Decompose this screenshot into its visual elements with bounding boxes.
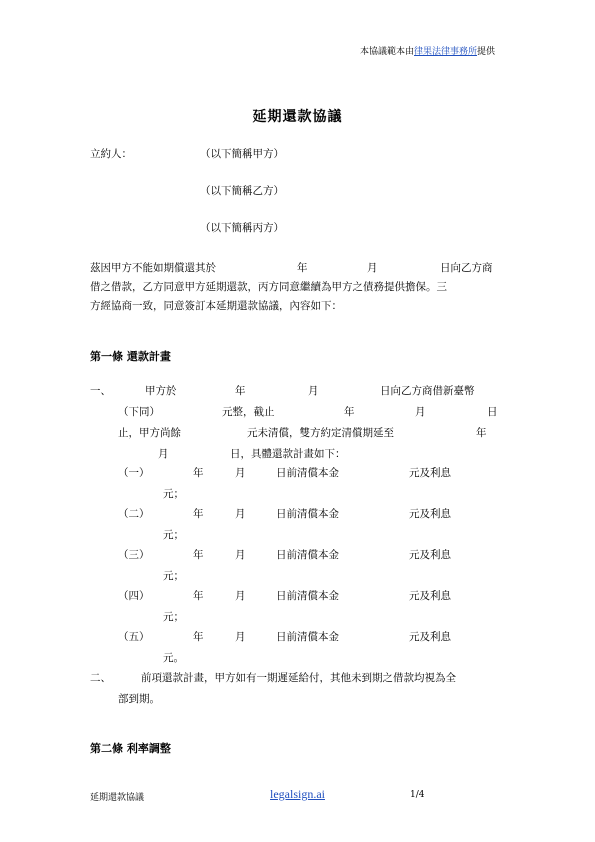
schedule-3-number: （三） bbox=[118, 549, 150, 561]
schedule-1-interest: 元及利息 bbox=[409, 467, 451, 479]
law-firm-link[interactable]: 律果法律事務所 bbox=[414, 47, 478, 57]
header-suffix: 提供 bbox=[477, 47, 496, 57]
item-1-month: 月 bbox=[308, 385, 319, 397]
schedule-5-interest: 元及利息 bbox=[409, 631, 451, 643]
item-1-line-4-month: 月 bbox=[158, 448, 169, 460]
page-number: 1/4 bbox=[410, 790, 425, 800]
item-2-number: 二、 bbox=[90, 672, 111, 684]
intro-line-1b: 日向乙方商 bbox=[440, 262, 493, 274]
item-1-line-3b: 元未清償，雙方約定清償期延至 bbox=[247, 427, 394, 439]
schedule-5-month: 月 bbox=[235, 631, 246, 643]
schedule-4-yuan: 元； bbox=[163, 611, 184, 623]
party-b: （以下簡稱乙方） bbox=[200, 185, 284, 197]
schedule-1-month: 月 bbox=[235, 467, 246, 479]
item-1-text-b: 日向乙方商借新臺幣 bbox=[380, 385, 475, 397]
schedule-4-year: 年 bbox=[193, 590, 204, 602]
intro-line-3: 方經協商一致，同意簽訂本延期還款協議，內容如下： bbox=[90, 300, 342, 312]
article-1-heading: 第一條 還款計畫 bbox=[90, 350, 171, 363]
legalsign-link[interactable]: legalsign.ai bbox=[270, 787, 325, 801]
intro-month: 月 bbox=[367, 262, 378, 274]
item-1-number: 一、 bbox=[90, 385, 111, 397]
item-1-text-a: 甲方於 bbox=[145, 385, 177, 397]
article-2-heading: 第二條 利率調整 bbox=[90, 742, 171, 755]
schedule-1-number: （一） bbox=[118, 467, 150, 479]
intro-line-1a: 茲因甲方不能如期償還其於 bbox=[90, 262, 216, 274]
item-2-line-1: 前項還款計畫，甲方如有一期遲延給付，其他未到期之借款均視為全 bbox=[141, 672, 456, 684]
schedule-3-month: 月 bbox=[235, 549, 246, 561]
page-header bbox=[360, 44, 495, 57]
intro-line-2: 借之借款，乙方同意甲方延期還款，丙方同意繼續為甲方之債務提供擔保。三 bbox=[90, 281, 447, 293]
schedule-2-interest: 元及利息 bbox=[409, 508, 451, 520]
footer-title: 延期還款協議 bbox=[90, 793, 145, 803]
item-1-line-3a: 止，甲方尚餘 bbox=[118, 427, 181, 439]
schedule-2-month: 月 bbox=[235, 508, 246, 520]
schedule-3-text: 日前清償本金 bbox=[276, 549, 339, 561]
parties-label: 立約人： bbox=[90, 148, 132, 160]
schedule-1-text: 日前清償本金 bbox=[276, 467, 339, 479]
item-1-line-2-year: 年 bbox=[344, 406, 355, 418]
schedule-1-yuan: 元； bbox=[163, 488, 184, 500]
schedule-4-month: 月 bbox=[235, 590, 246, 602]
schedule-2-number: （二） bbox=[118, 508, 150, 520]
item-1-line-2a: （下同） bbox=[118, 406, 160, 418]
party-c: （以下簡稱丙方） bbox=[200, 222, 284, 234]
item-1-line-4b: 日，具體還款計畫如下： bbox=[230, 448, 346, 460]
party-a: （以下簡稱甲方） bbox=[200, 148, 284, 160]
item-1-line-3-year: 年 bbox=[476, 427, 487, 439]
item-1-year: 年 bbox=[235, 385, 246, 397]
schedule-4-text: 日前清償本金 bbox=[276, 590, 339, 602]
schedule-5-text: 日前清償本金 bbox=[276, 631, 339, 643]
item-1-line-2-day: 日 bbox=[487, 406, 498, 418]
schedule-3-interest: 元及利息 bbox=[409, 549, 451, 561]
schedule-4-interest: 元及利息 bbox=[409, 590, 451, 602]
item-1-line-2-month: 月 bbox=[415, 406, 426, 418]
schedule-4-number: （四） bbox=[118, 590, 150, 602]
document-title: 延期還款協議 bbox=[252, 109, 343, 125]
intro-year: 年 bbox=[297, 262, 308, 274]
schedule-1-year: 年 bbox=[193, 467, 204, 479]
schedule-5-year: 年 bbox=[193, 631, 204, 643]
schedule-5-number: （五） bbox=[118, 631, 150, 643]
schedule-2-yuan: 元； bbox=[163, 529, 184, 541]
schedule-3-yuan: 元； bbox=[163, 570, 184, 582]
schedule-2-year: 年 bbox=[193, 508, 204, 520]
item-2-line-2: 部到期。 bbox=[118, 693, 160, 705]
header-prefix: 本協議範本由 bbox=[360, 47, 415, 57]
item-1-line-2b: 元整，截止 bbox=[222, 406, 275, 418]
schedule-2-text: 日前清償本金 bbox=[276, 508, 339, 520]
schedule-5-yuan: 元。 bbox=[163, 652, 184, 664]
schedule-3-year: 年 bbox=[193, 549, 204, 561]
